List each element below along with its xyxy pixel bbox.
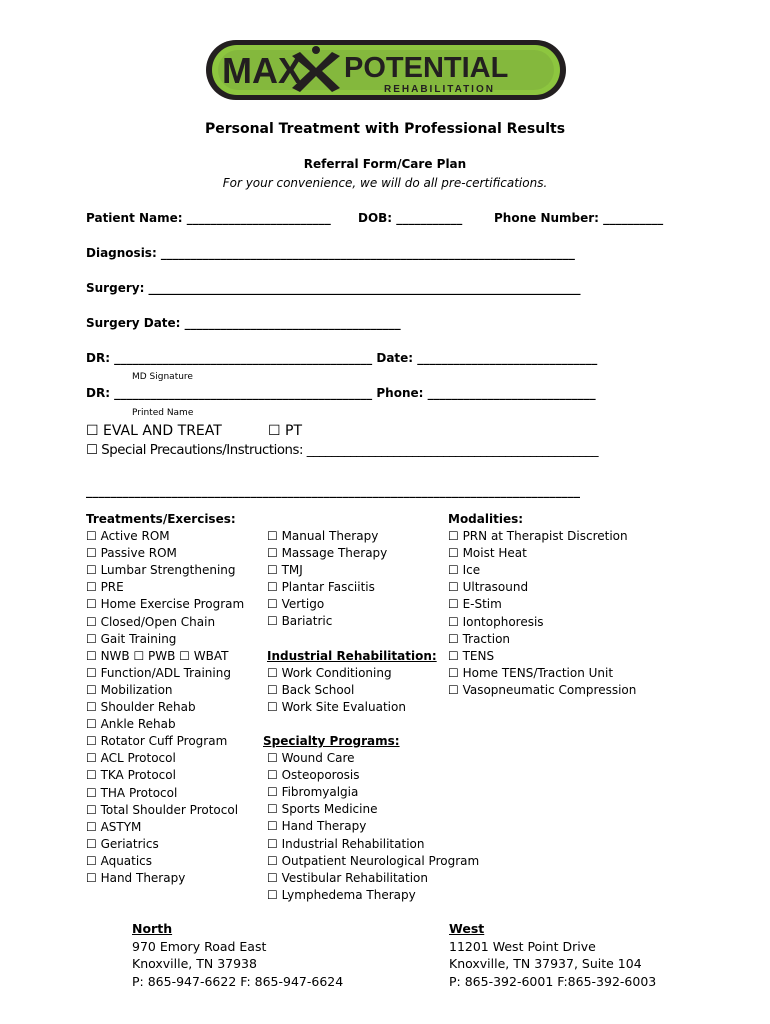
north-location-name: North — [132, 921, 173, 936]
industrial-rehab-header: Industrial Rehabilitation: — [267, 648, 437, 663]
north-phones: P: 865-947-6622 F: 865-947-6624 — [132, 973, 344, 989]
west-location-name: West — [449, 921, 485, 936]
treatment-checkbox-item[interactable]: ☐ Aquatics — [86, 853, 153, 868]
treatment-checkbox-item[interactable]: ☐ PRE — [86, 580, 124, 595]
logo-rehab-text: REHABILITATION — [384, 84, 495, 95]
industrial-checkbox-item[interactable]: ☐ Work Site Evaluation — [267, 699, 406, 714]
therapy-checkbox-item[interactable]: ☐ Bariatric — [267, 614, 333, 629]
logo-max-text: MAX — [222, 50, 302, 91]
modality-checkbox-item[interactable]: ☐ Traction — [448, 631, 511, 646]
specialty-checkbox-item[interactable]: ☐ Hand Therapy — [267, 819, 367, 834]
treatment-checkbox-item[interactable]: ☐ Closed/Open Chain — [86, 614, 216, 629]
specialty-checkbox-item[interactable]: ☐ Wound Care — [267, 751, 355, 766]
treatment-checkbox-item[interactable]: ☐ Home Exercise Program — [86, 597, 245, 612]
special-precautions-blank-line[interactable]: _________________________________________________________________________________ — [86, 484, 581, 498]
specialty-checkbox-item[interactable]: ☐ Outpatient Neurological Program — [267, 853, 480, 868]
north-location — [132, 920, 343, 990]
modalities-header: Modalities: — [448, 512, 524, 526]
pt-checkbox[interactable]: ☐ PT — [268, 423, 302, 439]
modality-checkbox-item[interactable]: ☐ Iontophoresis — [448, 614, 544, 629]
max-potential-logo — [204, 38, 568, 102]
phone-number-field[interactable]: Phone Number: __________ — [494, 211, 664, 225]
treatment-checkbox-item[interactable]: ☐ Ankle Rehab — [86, 717, 176, 732]
printed-name-caption: Printed Name — [132, 408, 194, 418]
treatment-checkbox-item[interactable]: ☐ Mobilization — [86, 682, 173, 697]
treatment-checkbox-item[interactable]: ☐ Function/ADL Training — [86, 665, 231, 680]
treatments-header: Treatments/Exercises: — [86, 512, 236, 526]
eval-treat-checkbox[interactable]: ☐ EVAL AND TREAT — [86, 423, 222, 439]
therapy-checkbox-item[interactable]: ☐ Manual Therapy — [267, 529, 379, 543]
md-signature-caption: MD Signature — [132, 372, 193, 382]
specialty-checkbox-item[interactable]: ☐ Lymphedema Therapy — [267, 887, 416, 902]
therapy-checkbox-item[interactable]: ☐ Plantar Fasciitis — [267, 580, 375, 595]
treatment-checkbox-item[interactable]: ☐ Gait Training — [86, 631, 177, 646]
specialty-checkbox-item[interactable]: ☐ Industrial Rehabilitation — [267, 836, 425, 851]
modality-checkbox-item[interactable]: ☐ Ice — [448, 563, 481, 578]
diagnosis-field[interactable]: Diagnosis: _____________________________________________________________________ — [86, 246, 575, 260]
modality-checkbox-item[interactable]: ☐ Home TENS/Traction Unit — [448, 665, 614, 680]
therapy-checkbox-item[interactable]: ☐ TMJ — [267, 563, 303, 578]
industrial-checkbox-item[interactable]: ☐ Back School — [267, 682, 355, 697]
treatments-column — [86, 511, 244, 887]
dr-signature-line[interactable]: DR: ___________________________________________ Date: ______________________________ — [86, 351, 598, 365]
modality-checkbox-item[interactable]: ☐ PRN at Therapist Discretion — [448, 529, 628, 544]
dr-printed-line[interactable]: DR: ___________________________________________ Phone: ____________________________ — [86, 386, 596, 400]
treatment-checkbox-item[interactable]: ☐ Active ROM — [86, 529, 170, 544]
treatment-checkbox-item[interactable]: ☐ NWB ☐ PWB ☐ WBAT — [86, 648, 229, 663]
form-subtitle: For your convenience, we will do all pre-certifications. — [222, 176, 548, 190]
surgery-field[interactable]: Surgery: ________________________________________________________________________ — [86, 281, 581, 295]
west-street: 11201 West Point Drive — [449, 938, 596, 954]
modalities-column — [448, 511, 636, 699]
west-phones: P: 865-392-6001 F:865-392-6003 — [449, 973, 657, 989]
therapy-checkbox-item[interactable]: ☐ Massage Therapy — [267, 546, 388, 561]
patient-name-field[interactable]: Patient Name: ________________________ — [86, 211, 331, 225]
specialty-programs-header: Specialty Programs: — [263, 733, 400, 748]
treatment-checkbox-item[interactable]: ☐ ACL Protocol — [86, 751, 176, 766]
surgery-date-field[interactable]: Surgery Date: ____________________________________ — [86, 316, 401, 330]
modality-checkbox-item[interactable]: ☐ TENS — [448, 648, 495, 663]
modality-checkbox-item[interactable]: ☐ E-Stim — [448, 597, 502, 612]
west-city: Knoxville, TN 37937, Suite 104 — [449, 956, 642, 971]
treatment-checkbox-item[interactable]: ☐ THA Protocol — [86, 785, 178, 800]
treatment-checkbox-item[interactable]: ☐ Hand Therapy — [86, 870, 186, 885]
specialty-checkbox-item[interactable]: ☐ Osteoporosis — [267, 768, 360, 783]
west-location — [449, 920, 656, 990]
form-title: Referral Form/Care Plan — [303, 157, 467, 171]
treatment-checkbox-item[interactable]: ☐ Total Shoulder Protocol — [86, 802, 239, 817]
specialty-checkbox-item[interactable]: ☐ Sports Medicine — [267, 802, 378, 817]
specialty-checkbox-item[interactable]: ☐ Fibromyalgia — [267, 785, 359, 800]
treatment-checkbox-item[interactable]: ☐ TKA Protocol — [86, 768, 176, 783]
dob-field[interactable]: DOB: ___________ — [358, 211, 463, 225]
modality-checkbox-item[interactable]: ☐ Moist Heat — [448, 546, 527, 561]
therapy-checkbox-item[interactable]: ☐ Vertigo — [267, 597, 325, 612]
north-city: Knoxville, TN 37938 — [132, 956, 257, 971]
treatment-checkbox-item[interactable]: ☐ ASTYM — [86, 819, 142, 834]
treatment-checkbox-item[interactable]: ☐ Lumbar Strengthening — [86, 563, 236, 578]
modality-checkbox-item[interactable]: ☐ Vasopneumatic Compression — [448, 682, 637, 697]
north-street: 970 Emory Road East — [132, 938, 267, 954]
treatment-checkbox-item[interactable]: ☐ Shoulder Rehab — [86, 700, 196, 715]
specialty-checkbox-item[interactable]: ☐ Vestibular Rehabilitation — [267, 870, 428, 885]
logo-potential-text: POTENTIAL — [344, 52, 509, 84]
special-precautions-field[interactable]: ☐ Special Precautions/Instructions: _______________________________________________ — [86, 443, 599, 458]
treatment-checkbox-item[interactable]: ☐ Passive ROM — [86, 546, 177, 561]
industrial-checkbox-item[interactable]: ☐ Work Conditioning — [267, 665, 392, 680]
tagline: Personal Treatment with Professional Results — [204, 121, 566, 137]
treatment-checkbox-item[interactable]: ☐ Rotator Cuff Program — [86, 734, 228, 749]
treatment-checkbox-item[interactable]: ☐ Geriatrics — [86, 836, 159, 851]
modality-checkbox-item[interactable]: ☐ Ultrasound — [448, 580, 529, 595]
